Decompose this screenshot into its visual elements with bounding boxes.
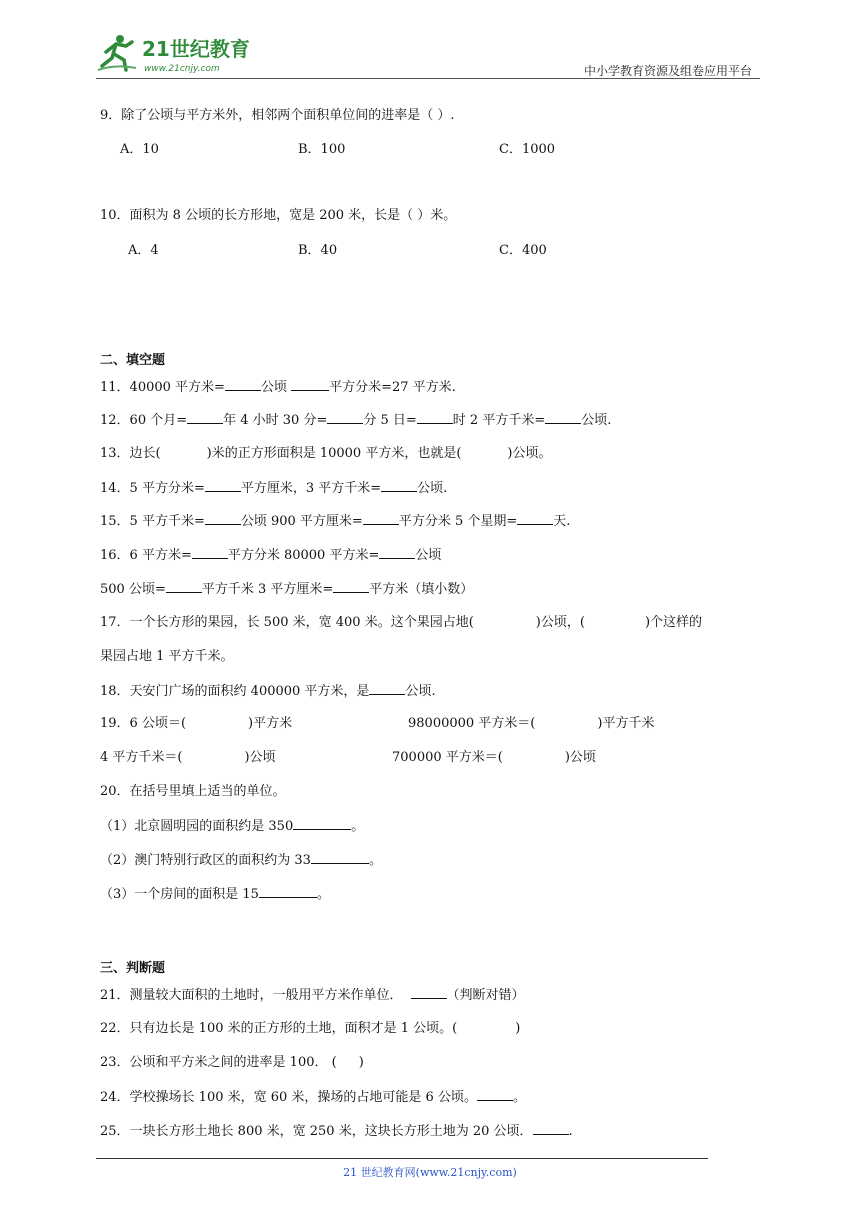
q10-option-b: B．40 (298, 243, 338, 258)
section-3-title: 三、判断题 (100, 961, 166, 976)
question-22: 22．只有边长是 100 米的正方形的土地，面积才是 1 公顷。( ) (100, 1021, 521, 1036)
answer-blank (311, 851, 369, 864)
q10-option-a: A．4 (128, 243, 159, 258)
question-25: 25．一块长方形土地长 800 米，宽 250 米，这块长方形土地为 20 公顷． . (100, 1124, 573, 1139)
platform-name: 中小学教育资源及组卷应用平台 (583, 64, 752, 78)
question-19-part-2: 98000000 平方米＝( )平方千米 (408, 716, 655, 731)
answer-blank (363, 512, 399, 525)
answer-blank (291, 378, 329, 391)
question-20-stem: 20．在括号里填上适当的单位。 (100, 784, 286, 799)
answer-blank (411, 986, 447, 999)
answer-blank (369, 682, 405, 695)
question-15: 15．5 平方千米= 公顷 900 平方厘米= 平方分米 5 个星期= 天. (100, 514, 571, 529)
question-16-line-2: 500 公顷= 平方千米 3 平方厘米= 平方米（填小数） (100, 582, 474, 597)
question-18: 18．天安门广场的面积约 400000 平方米，是 公顷. (100, 684, 436, 699)
answer-blank (379, 546, 415, 559)
page-header (96, 30, 762, 80)
question-23: 23．公顷和平方米之间的进率是 100． ( ) (100, 1055, 364, 1070)
answer-blank (477, 1088, 513, 1101)
answer-blank (545, 411, 581, 424)
answer-blank (533, 1122, 569, 1135)
answer-blank (327, 411, 363, 424)
section-2-title: 二、填空题 (100, 353, 166, 368)
answer-blank (259, 885, 317, 898)
q9-option-a: A．10 (120, 142, 159, 157)
runner-icon (98, 35, 136, 70)
question-20-item-3: （3）一个房间的面积是 15 。 (100, 887, 330, 902)
question-17-line-1: 17．一个长方形的果园，长 500 米，宽 400 米。这个果园占地( )公顷，( )个这样的 (100, 615, 703, 630)
answer-blank (293, 817, 351, 830)
answer-blank (517, 512, 553, 525)
header-divider (96, 78, 760, 79)
answer-blank (205, 512, 241, 525)
q9-option-c: C．1000 (499, 142, 556, 157)
q10-option-c: C．400 (499, 243, 547, 258)
question-17-line-2: 果园占地 1 平方千米。 (100, 649, 234, 664)
question-21: 21．测量较大面积的土地时，一般用平方米作单位． （判断对错） (100, 988, 525, 1003)
answer-blank (166, 580, 202, 593)
footer-divider (96, 1158, 708, 1159)
question-10-stem: 10．面积为 8 公顷的长方形地，宽是 200 米，长是（ ）米。 (100, 208, 457, 223)
answer-blank (192, 546, 228, 559)
question-19-line-2: 4 平方千米＝( )公顷 (100, 750, 276, 765)
question-11: 11．40000 平方米= 公顷 平方分米=27 平方米. (100, 380, 456, 395)
logo (96, 30, 266, 76)
question-19-line-1: 19．6 公顷＝( )平方米 (100, 716, 293, 731)
question-16-line-1: 16．6 平方米= 平方分米 80000 平方米= 公顷 (100, 548, 442, 563)
question-14: 14．5 平方分米= 平方厘米，3 平方千米= 公顷. (100, 481, 448, 496)
answer-blank (187, 411, 223, 424)
question-12: 12．60 个月= 年 4 小时 30 分= 分 5 日= 时 2 平方千米= 公顷. (100, 413, 612, 428)
svg-text:www.21cnjy.com: www.21cnjy.com (144, 64, 220, 74)
answer-blank (417, 411, 453, 424)
answer-blank (333, 580, 369, 593)
question-24: 24．学校操场长 100 米，宽 60 米，操场的占地可能是 6 公顷。 。 (100, 1090, 526, 1105)
answer-blank (205, 479, 241, 492)
footer-link[interactable]: 21 世纪教育网(www.21cnjy.com) (343, 1166, 517, 1179)
answer-blank (381, 479, 417, 492)
q9-option-b: B．100 (298, 142, 346, 157)
question-9-stem: 9．除了公顷与平方米外，相邻两个面积单位间的进率是（ ）. (100, 108, 455, 123)
svg-text:21世纪教育: 21世纪教育 (142, 37, 250, 61)
question-20-item-1: （1）北京圆明园的面积约是 350 。 (100, 819, 365, 834)
question-19-part-4: 700000 平方米＝( )公顷 (392, 750, 596, 765)
question-13: 13．边长( )米的正方形面积是 10000 平方米，也就是( )公顷。 (100, 446, 552, 461)
answer-blank (225, 378, 261, 391)
question-20-item-2: （2）澳门特别行政区的面积约为 33 。 (100, 853, 382, 868)
